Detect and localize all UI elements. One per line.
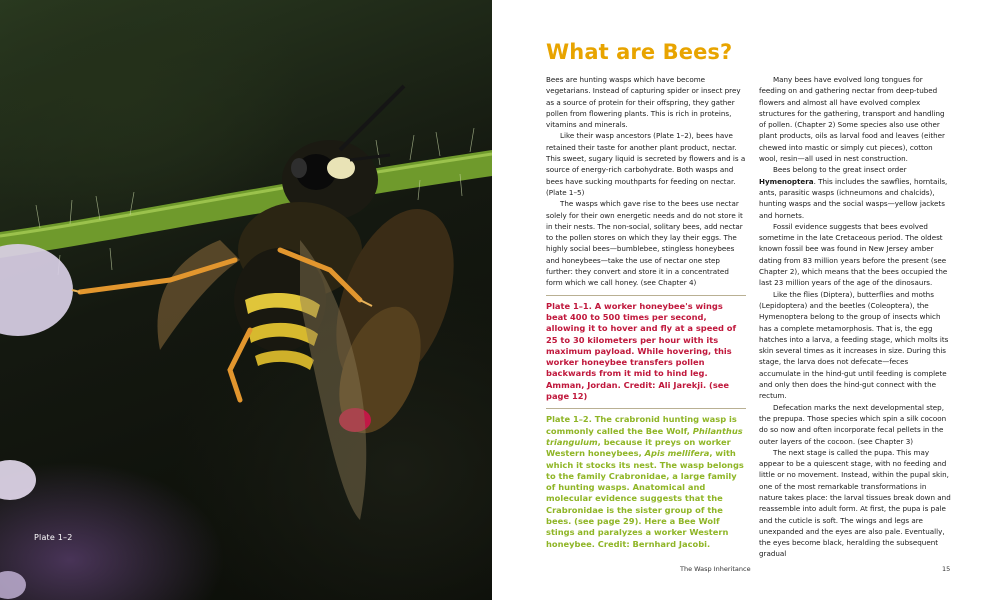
species-name: Apis mellifera <box>644 448 710 459</box>
paragraph: The next stage is called the pupa. This may appear to be a quiescent stage, with no feeding and little or no movement. Instead, within the pupal skin, one of the most remarkable transformations in nature takes place: the larval tissues break down and reassemble into adult form. At first, the pupa is pale and the cuticle is soft. The wings and legs are unexpanded and the eyes are also pale. Eventually, the eyes become black, heralding the subsequent gradual <box>759 447 951 559</box>
plate-1-1-caption: Plate 1–1. A worker honeybee's wings beat 400 to 500 times per second, allowing it to hover and fly at a speed of 25 to 30 kilometers per hour with its maximum payload. While hovering, this worker honeybee transfers pollen backwards from it mid to hind leg. Amman, Jordan. Credit: Ali Jarekji. (see page 12) <box>546 295 746 403</box>
species-name: Philanthus triangulum <box>546 425 743 447</box>
page-title: What are Bees? <box>546 40 733 64</box>
caption-text: , because it preys on worker Western honeybees, <box>546 436 731 459</box>
running-title: The Wasp Inheritance <box>680 565 751 573</box>
paragraph: Many bees have evolved long tongues for feeding on and gathering nectar from deep-tubed flowers and almost all have evolved complex structures for the gathering, transport and handling of pollen. (Chapter 2) Some species also use other plant products, oils as larval food and leaves (either chewed into mastic or simply cut pieces), cotton wool, resin—all used in nest construction. <box>759 75 945 164</box>
paragraph: Like their wasp ancestors (Plate 1–2), bees have retained their taste for another plant product, nectar. This sweet, sugary liquid is secreted by flowers and is a source of energy-rich carbohydrate. Both wasps and bees have sucking mouthparts for feeding on nectar. (Plate 1–5) <box>546 131 746 197</box>
paragraph: Fossil evidence suggests that bees evolved sometime in the late Cretaceous period. The oldest known fossil bee was found in New Jersey amber dating from 83 million years before the present (see Chapter 2), which means that the bees occupied the last 23 million years of the age of the dinosaurs. <box>759 221 948 288</box>
paragraph: Bees are hunting wasps which have become vegetarians. Instead of capturing spider or insect prey as a source of protein for their offspring, they gather pollen from flowering plants. This is rich in proteins, vitamins and minerals. <box>546 75 741 130</box>
plate-label: Plate 1–2 <box>34 533 73 542</box>
text-page <box>492 0 981 600</box>
plate-1-2-caption <box>546 408 746 550</box>
caption-text: , with which it stocks its nest. The wasp belongs to the family Crabronidae, a large family of hunting wasps. Anatomical and molecular evidence suggests that the Crabronidae is the sister group of the bees. (see page 29). Here a Bee Wolf stings and paralyzes a worker Western honeybee. Credit: Bernhard Jacobi. <box>546 448 744 549</box>
paragraph-text: . This includes the sawflies, horntails, ants, parasitic wasps (ichneumons and chalcids), hunting wasps and the social wasps—yellow jackets and hornets. <box>759 176 948 220</box>
bold-term: Hymenoptera <box>759 176 814 186</box>
right-column <box>759 74 951 560</box>
page-number: 15 <box>942 565 951 573</box>
caption-text: Plate 1–2. The crabronid hunting wasp is commonly called the Bee Wolf, <box>546 414 737 436</box>
paragraph-text: Bees belong to the great insect order <box>773 165 907 175</box>
paragraph: Like the flies (Diptera), butterflies and moths (Lepidoptera) and the beetles (Coleoptera), the Hymenoptera belong to the group of insects which has a complete metamorphosis. That is, the egg hatches into a larva, a feeding stage, which molts its skin several times as it increases in size. During this stage, the larva does not defecate—feces accumulate in the hind-gut until feeding is complete and only then does the hind-gut connect with the rectum. <box>759 289 949 401</box>
paragraph: Defecation marks the next developmental step, the prepupa. Those species which spin a silk cocoon do so now and often incorporate fecal pellets in the outer layers of the cocoon. (see Chapter 3) <box>759 402 947 446</box>
left-column <box>546 74 746 550</box>
paragraph: The wasps which gave rise to the bees use nectar solely for their own energetic needs and do not store it in their nests. The non-social, solitary bees, add nectar to the pollen stores on which they lay their eggs. The highly social bees—bumblebee, stingless honeybees and honeybees—take the use of nectar one step further: they convert and store it in a concentrated form which we call honey. (see Chapter 4) <box>546 199 743 288</box>
paragraph <box>759 164 951 220</box>
